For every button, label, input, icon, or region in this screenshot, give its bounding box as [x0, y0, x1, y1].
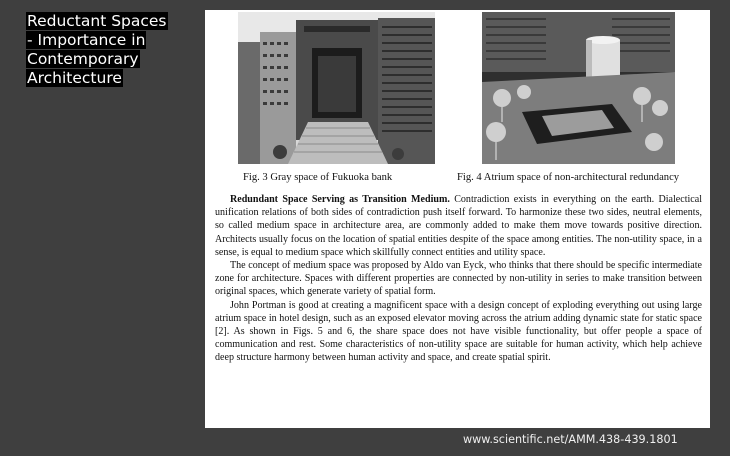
paper-body: [215, 193, 702, 365]
slide-title: [26, 12, 186, 88]
slide-title-line-2: - Importance in: [27, 31, 146, 49]
paragraph-1: [215, 193, 702, 259]
fig3-caption: Fig. 3 Gray space of Fukuoka bank: [243, 172, 393, 183]
paragraph-3: John Portman is good at creating a magnificent space with a design concept of exploding everything out using large atrium space in hotel design, such as an exposed elevator moving across the atrium adding dynamic state for static space [2]. As shown in Figs. 5 and 6, the share space does not have visible functionality, but offer people a space of communication and rest. Some characteristics of non-utility space are suitable for human activity, which help achieve deep structure harmony between human activity and space, and create spatial spirit.: [215, 299, 702, 364]
paragraph-1-body: Contradiction exists in everything on the earth. Dialectical unification relations of both sides of contradiction push itself forward. To harmonize these two sides, neutral elements, so called medium space in architecture area, are commonly added to make them move towards positive direction. Architects usually focus on the location of spatial entities despite of the space among entities. The non-utility space, in a sense, is equal to medium space which skillfully connect entities and utility space.: [215, 194, 702, 258]
paragraph-1-heading: Redundant Space Serving as Transition Medium.: [230, 194, 450, 205]
fig4-caption: Fig. 4 Atrium space of non-architectural redundancy: [457, 172, 680, 183]
slide-title-line-1: Reductant Spaces: [27, 12, 167, 30]
fig4-photo: [482, 12, 675, 164]
paper-excerpt: [205, 10, 710, 428]
slide-title-line-4: Architecture: [27, 69, 122, 87]
paragraph-2: The concept of medium space was proposed by Aldo van Eyck, who thinks that there should be specific intermediate zone for architecture. Spaces with different properties are connected by non-utility in series to make transition between original spaces, which generate variety of spatial form.: [215, 260, 702, 298]
slide-title-line-3: Contemporary: [27, 50, 139, 68]
fig3-photo: [238, 12, 435, 164]
source-url: www.scientific.net/AMM.438-439.1801: [463, 433, 678, 446]
